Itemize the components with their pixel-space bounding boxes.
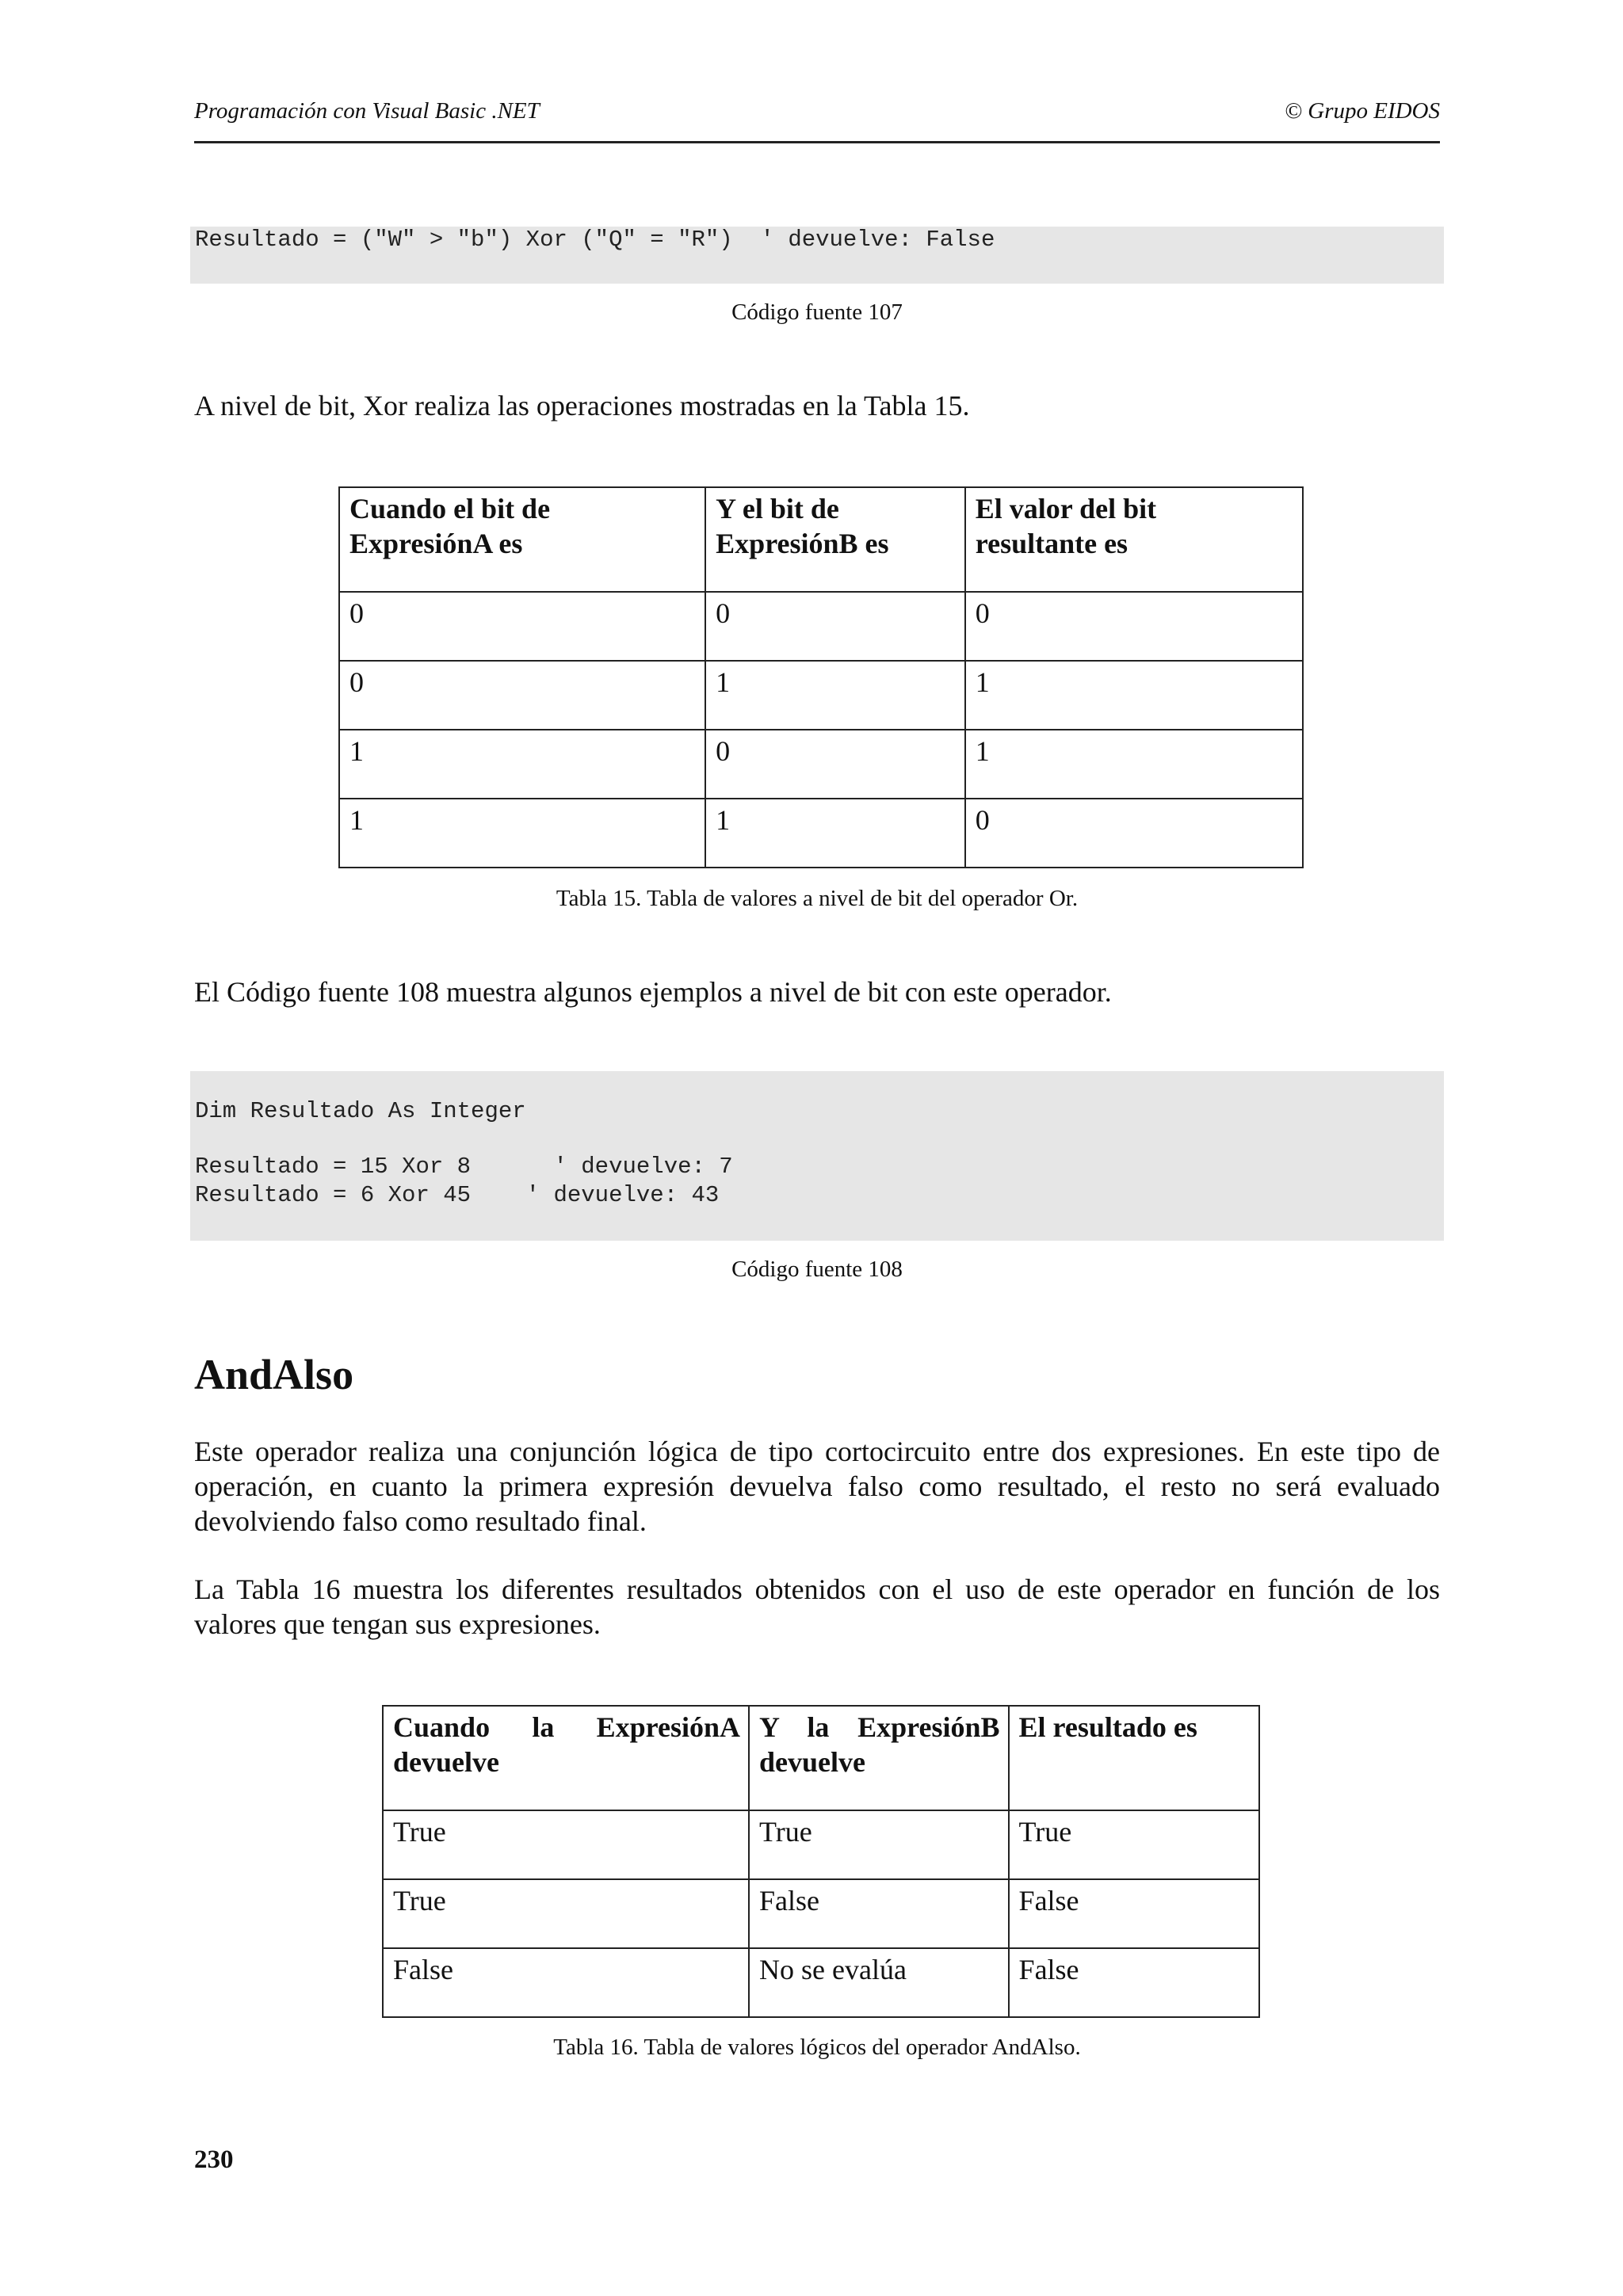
table-caption-15: Tabla 15. Tabla de valores a nivel de bit del operador Or.	[556, 886, 1079, 911]
table-row	[339, 592, 1303, 661]
table-15	[338, 486, 1304, 868]
table-cell: 1	[705, 661, 965, 730]
table-cell: 0	[339, 592, 705, 661]
table-row	[339, 661, 1303, 730]
paragraph-xor	[194, 388, 1440, 423]
table-row	[383, 1879, 1259, 1948]
table-header-cell: El resultado es	[1009, 1706, 1259, 1810]
paragraph-line: valores que tengan sus expresiones.	[194, 1608, 601, 1640]
table-row	[339, 730, 1303, 799]
paragraph-line: Este operador realiza una conjunción lógica de tipo cortocircuito entre dos expresiones. En este tipo de	[194, 1436, 1440, 1467]
paragraph-andalso-description	[194, 1434, 1440, 1539]
paragraph-line: El Código fuente 108 muestra algunos ejemplos a nivel de bit con este operador.	[194, 976, 1112, 1008]
table-cell: True	[1009, 1810, 1259, 1879]
code-line: Resultado = ("W" > "b") Xor ("Q" = "R") ' devuelve: False	[195, 227, 995, 253]
header-book-title: Programación con Visual Basic .NET	[194, 98, 540, 124]
table-header-cell: Cuando el bit de ExpresiónA es	[339, 487, 705, 592]
code-caption-108: Código fuente 108	[731, 1257, 903, 1282]
table-cell: No se evalúa	[749, 1948, 1009, 2017]
header-publisher: © Grupo EIDOS	[1284, 98, 1440, 124]
table-cell: 0	[705, 730, 965, 799]
code-block-107	[190, 227, 1444, 284]
table-header-cell: Cuando la ExpresiónA devuelve	[383, 1706, 749, 1810]
table-cell: False	[1009, 1948, 1259, 2017]
code-block-108	[190, 1071, 1444, 1241]
paragraph-line: devolviendo falso como resultado final.	[194, 1505, 647, 1537]
table-cell: False	[749, 1879, 1009, 1948]
table-header-cell: El valor del bit resultante es	[965, 487, 1303, 592]
table-cell: 0	[965, 799, 1303, 868]
page-header	[194, 97, 1440, 143]
table-row	[339, 799, 1303, 868]
paragraph-line: A nivel de bit, Xor realiza las operaciones mostradas en la Tabla 15.	[194, 390, 970, 421]
table-16	[382, 1705, 1260, 2018]
table-row	[383, 1948, 1259, 2017]
table-cell: True	[383, 1879, 749, 1948]
table-cell: True	[749, 1810, 1009, 1879]
paragraph-line: La Tabla 16 muestra los diferentes resultados obtenidos con el uso de este operador en función de los	[194, 1573, 1440, 1605]
table-cell: False	[383, 1948, 749, 2017]
paragraph-code108-intro	[194, 974, 1440, 1009]
table-row	[383, 1810, 1259, 1879]
table-cell: 1	[965, 661, 1303, 730]
table-cell: False	[1009, 1879, 1259, 1948]
code-line: Resultado = 15 Xor 8 ' devuelve: 7	[195, 1154, 733, 1180]
paragraph-table16-intro	[194, 1572, 1440, 1642]
table-cell: 0	[965, 592, 1303, 661]
code-line: Resultado = 6 Xor 45 ' devuelve: 43	[195, 1182, 720, 1208]
table-header-cell: Y la ExpresiónB devuelve	[749, 1706, 1009, 1810]
table-caption-16: Tabla 16. Tabla de valores lógicos del operador AndAlso.	[553, 2035, 1081, 2060]
table-cell: True	[383, 1810, 749, 1879]
table-cell: 0	[339, 661, 705, 730]
table-cell: 1	[339, 799, 705, 868]
table-header-row	[339, 487, 1303, 592]
table-cell: 1	[965, 730, 1303, 799]
table-cell: 1	[339, 730, 705, 799]
code-line: Dim Resultado As Integer	[195, 1098, 526, 1124]
table-header-cell: Y el bit de ExpresiónB es	[705, 487, 965, 592]
code-caption-107: Código fuente 107	[731, 299, 903, 325]
section-heading: AndAlso	[194, 1351, 354, 1398]
table-header-row	[383, 1706, 1259, 1810]
table-cell: 0	[705, 592, 965, 661]
paragraph-line: operación, en cuanto la primera expresión devuelva falso como resultado, el resto no será evaluado	[194, 1470, 1440, 1502]
page-number: 230	[194, 2145, 234, 2174]
table-cell: 1	[705, 799, 965, 868]
